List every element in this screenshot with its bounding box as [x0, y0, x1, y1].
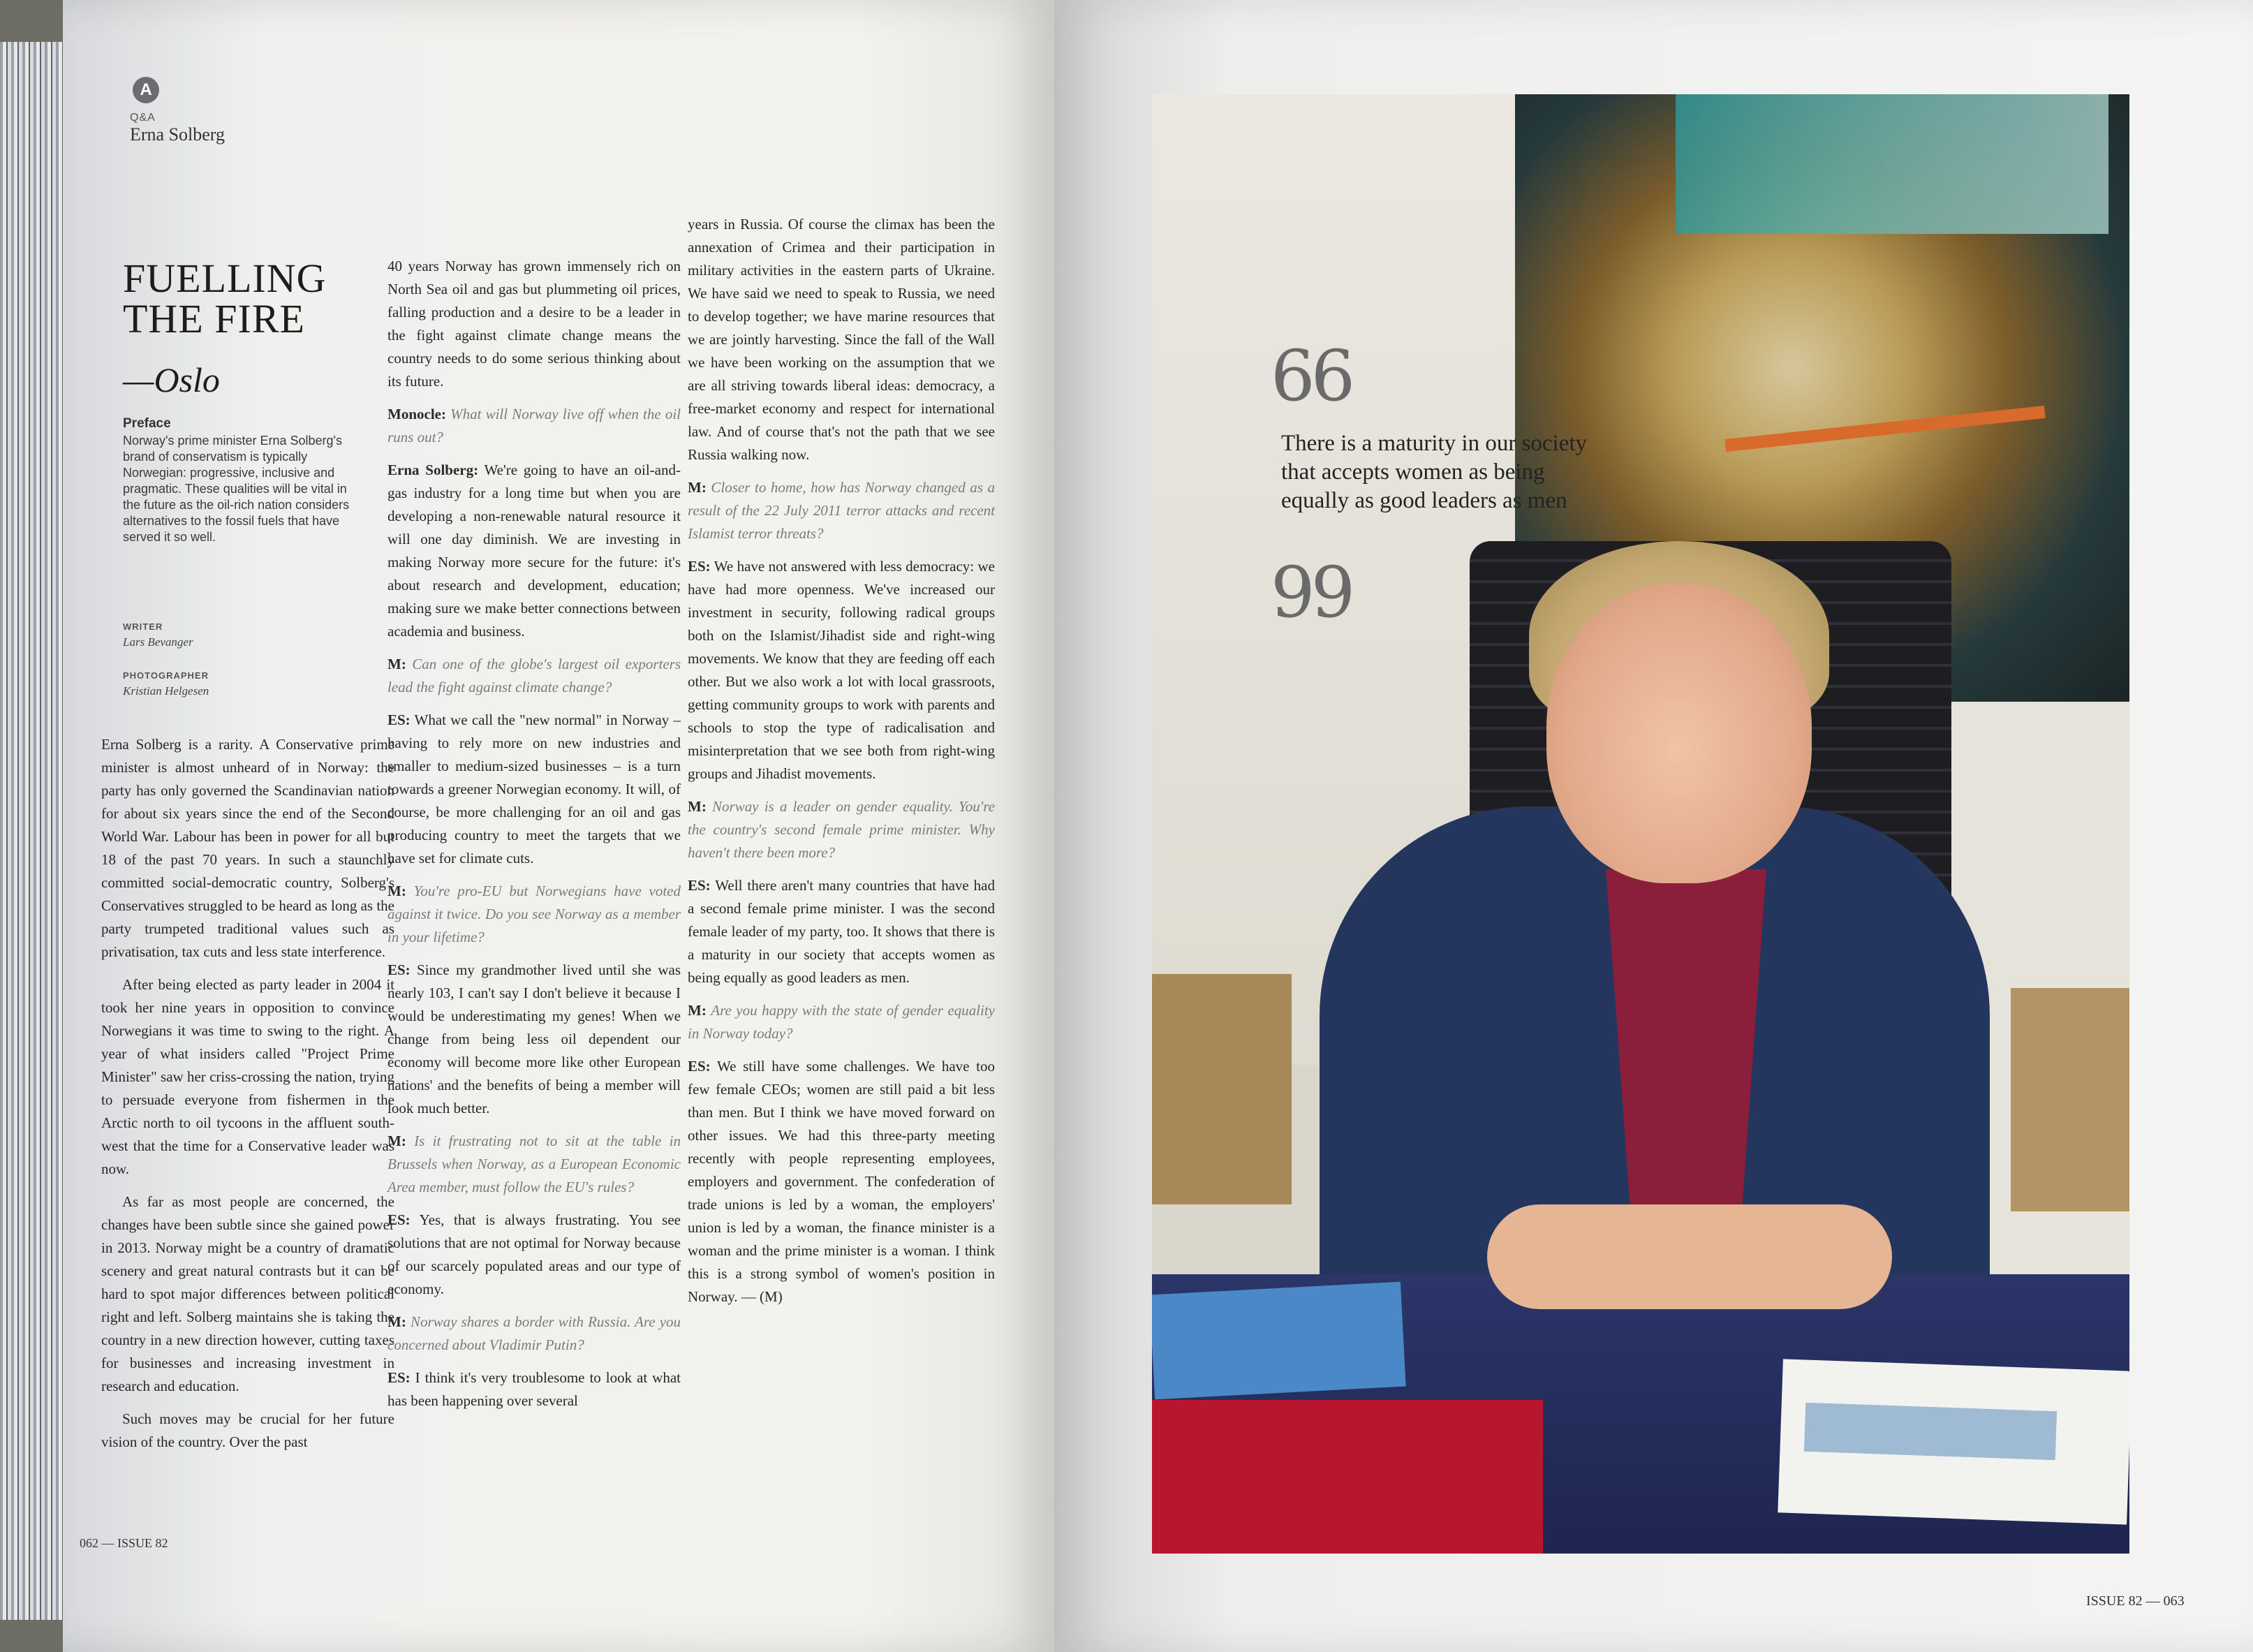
- preface-body: Norway's prime minister Erna Solberg's brand of conservatism is typically Norwegian: progressive, inclusive and pragmatic. These qualities will be vital in the future as the oil-rich nation considers alternatives to the fossil fuels that have served it so well.: [123, 434, 350, 544]
- photo-side-desk: [1152, 974, 1292, 1204]
- answer: [688, 874, 995, 989]
- question-text: Closer to home, how has Norway changed as a result of the 22 July 2011 terror attacks and recent Islamist terror threats?: [688, 479, 996, 542]
- answer: [387, 709, 681, 870]
- photo-person-hands: [1487, 1204, 1892, 1309]
- body-paragraph: 40 years Norway has grown immensely rich on North Sea oil and gas but plummeting oil prices, falling production and a desire to be a leader in the fight against climate change means the country needs to do some serious thinking about its future.: [387, 258, 681, 390]
- question-label: M:: [387, 1313, 406, 1330]
- answer-label: ES:: [387, 961, 411, 978]
- answer-text: We have not answered with less democracy: we have had more openness. We've increased our investment in security, following radical groups both on the Islamist/Jihadist side and right-wing movements. We know that they are feeding off each other. But we also work a lot with local grassroots, getting community groups to work with parents and schools to stop the type of radicalisation and misinterpretation that we see both from right-wing groups and Jihadist movements.: [688, 558, 996, 782]
- question-text: Norway shares a border with Russia. Are you concerned about Vladimir Putin?: [387, 1313, 681, 1353]
- question-text: Is it frustrating not to sit at the table in Brussels when Norway, as a European Economic Area member, must follow the EU's rules?: [387, 1133, 681, 1195]
- body-paragraph: Such moves may be crucial for her future vision of the country. Over the past: [101, 1410, 394, 1450]
- answer-label: ES:: [387, 711, 411, 728]
- pull-quote: There is a maturity in our society that accepts women as being equally as good leaders as men: [1281, 431, 1588, 513]
- answer-text: We're going to have an oil-and-gas industry for a long time but when you are developing a non-renewable natural resource it will one day diminish. We are investing in making Norway more secure for the future: it's about research and development, education; making sure we make better connections between academia and business.: [387, 462, 681, 640]
- answer-text: I think it's very troublesome to look at what has been happening over several: [387, 1369, 681, 1409]
- answer-text: What we call the "new normal" in Norway – having to rely more on new industries and smaller to medium-sized businesses – is a turn towards a greener Norwegian economy. It will, of course, be more challenging for an oil and gas producing country to meet the targets that we have set for climate cuts.: [387, 711, 681, 866]
- answer-label: ES:: [688, 558, 711, 575]
- section-badge: A: [133, 77, 159, 103]
- answer-text: Since my grandmother lived until she was nearly 103, I can't say I don't believe it because I would be underestimating my genes! When we change from being less oil dependent our economy will become more like other European nations' and the benefits of being a member will look much better.: [387, 961, 681, 1116]
- question: [688, 795, 995, 864]
- question-text: What will Norway live off when the oil runs out?: [387, 406, 681, 445]
- question-label: M:: [387, 656, 406, 672]
- answer: [387, 1209, 681, 1301]
- question-label: M:: [387, 883, 406, 899]
- photo-tablet: [1152, 1282, 1406, 1400]
- answer-text: Well there aren't many countries that have had a second female prime minister. I was the second female leader of my party, too. It shows that there is a maturity in our society that accepts women as being equally as good leaders as men.: [688, 877, 995, 986]
- answer-label: ES:: [688, 1058, 711, 1075]
- body-column-1: [101, 733, 394, 1463]
- question-label: M:: [387, 1133, 406, 1149]
- question-text: Can one of the globe's largest oil exporters lead the fight against climate change?: [387, 656, 681, 695]
- section-label: Q&A: [130, 112, 156, 124]
- answer: [387, 459, 681, 643]
- question-text: You're pro-EU but Norwegians have voted against it twice. Do you see Norway as a member in your lifetime?: [387, 883, 681, 945]
- question-label: Monocle:: [387, 406, 446, 422]
- answer-label: ES:: [387, 1369, 411, 1386]
- question: [387, 1311, 681, 1357]
- pull-quote-close-mark: 99: [1271, 552, 1352, 633]
- page-edge-stack: [0, 42, 63, 1620]
- question-text: Norway is a leader on gender equality. You're the country's second female prime minister. Why haven't there been more?: [688, 798, 995, 861]
- body-paragraph: Erna Solberg is a rarity. A Conservative prime minister is almost unheard of in Norway: the party has only governed the Scandinavian nation for about six years since the end of the Second World War. Labour has been in power for all but 18 of the past 70 years. In such a staunchly committed social-democratic country, Solberg's Conservatives struggled to be heard as long as the party trumpeted traditional values such as privatisation, tax cuts and less state interference.: [101, 736, 394, 960]
- question: [688, 999, 995, 1045]
- folio-right: ISSUE 82 — 063: [2086, 1593, 2185, 1609]
- photo-painting-detail: [1676, 94, 2108, 234]
- body-column-3: [688, 213, 995, 1318]
- question: [387, 403, 681, 449]
- answer: [387, 959, 681, 1120]
- answer-label: ES:: [387, 1211, 411, 1228]
- pull-quote-open-mark: 66: [1271, 335, 1352, 417]
- answer: [688, 1055, 995, 1308]
- question: [688, 476, 995, 545]
- title-line-1: FUELLING: [123, 256, 327, 301]
- folio-left: 062 — ISSUE 82: [80, 1536, 168, 1550]
- body-column-2: [387, 255, 681, 1422]
- body-paragraph: As far as most people are concerned, the changes have been subtle since she gained power in 2013. Norway might be a country of dramatic scenery and great natural contrasts but it can be hard to spot major differences between political right and left. Solberg maintains she is taking the country in a new direction however, cutting taxes for businesses and increasing investment in research and education.: [101, 1193, 394, 1394]
- portrait-photo: [1152, 94, 2129, 1554]
- photographer-label: PHOTOGRAPHER: [123, 670, 209, 681]
- preface-heading: Preface: [123, 416, 171, 431]
- photo-side-desk-right: [2011, 988, 2129, 1211]
- body-paragraph: years in Russia. Of course the climax has been the annexation of Crimea and their participation in military activities in the eastern parts of Ukraine. We have said we need to speak to Russia, we need to develop together; we have marine resources that we are jointly harvesting. Since the fall of the Wall we have been working on the assumption that we are all striving towards liberal ideas: democracy, a free-market economy and respect for international law. And of course that's not the path that we see Russia walking now.: [688, 216, 995, 463]
- photo-person-face: [1546, 583, 1812, 883]
- question-label: M:: [688, 479, 707, 496]
- body-paragraph: After being elected as party leader in 2004 it took her nine years in opposition to convince Norwegians it was time to swing to the right. A year of what insiders called "Project Prime Minister" saw her criss-crossing the nation, trying to persuade everyone from fishermen in the Arctic north to oil tycoons in the affluent south-west that the time for a Conservative leader was now.: [101, 976, 394, 1177]
- answer-label: ES:: [688, 877, 711, 894]
- question: [387, 880, 681, 949]
- writer-name: Lars Bevanger: [123, 635, 193, 649]
- answer-text: We still have some challenges. We have too few female CEOs; women are still paid a bit less than men. But I think we have moved forward on other issues. We had this three-party meeting recently with people representing employees, employers and government. The confederation of trade unions is led by a woman, the employers' union is led by a woman, the finance minister is a woman and the prime minister is a woman. I think this is a strong symbol of women's position in Norway. — (M): [688, 1058, 996, 1305]
- writer-label: WRITER: [123, 621, 163, 632]
- section-name: Erna Solberg: [130, 124, 225, 145]
- question-text: Are you happy with the state of gender equality in Norway today?: [688, 1002, 995, 1042]
- title-line-2: THE FIRE: [123, 296, 305, 341]
- answer: [688, 555, 995, 786]
- right-page: [1054, 0, 2253, 1652]
- question: [387, 653, 681, 699]
- answer: [387, 1366, 681, 1413]
- left-page: [63, 0, 1054, 1652]
- photographer-name: Kristian Helgesen: [123, 684, 209, 698]
- question: [387, 1130, 681, 1199]
- article-title: [123, 258, 327, 339]
- article-location: —Oslo: [123, 360, 220, 399]
- question-label: M:: [688, 798, 707, 815]
- question-label: M:: [688, 1002, 707, 1019]
- answer-label: Erna Solberg:: [387, 462, 479, 478]
- photo-red-folder: [1152, 1400, 1543, 1554]
- answer-text: Yes, that is always frustrating. You see solutions that are not optimal for Norway because of our scarcely populated areas and our type of economy.: [387, 1211, 681, 1297]
- photo-papers-detail: [1804, 1403, 2057, 1461]
